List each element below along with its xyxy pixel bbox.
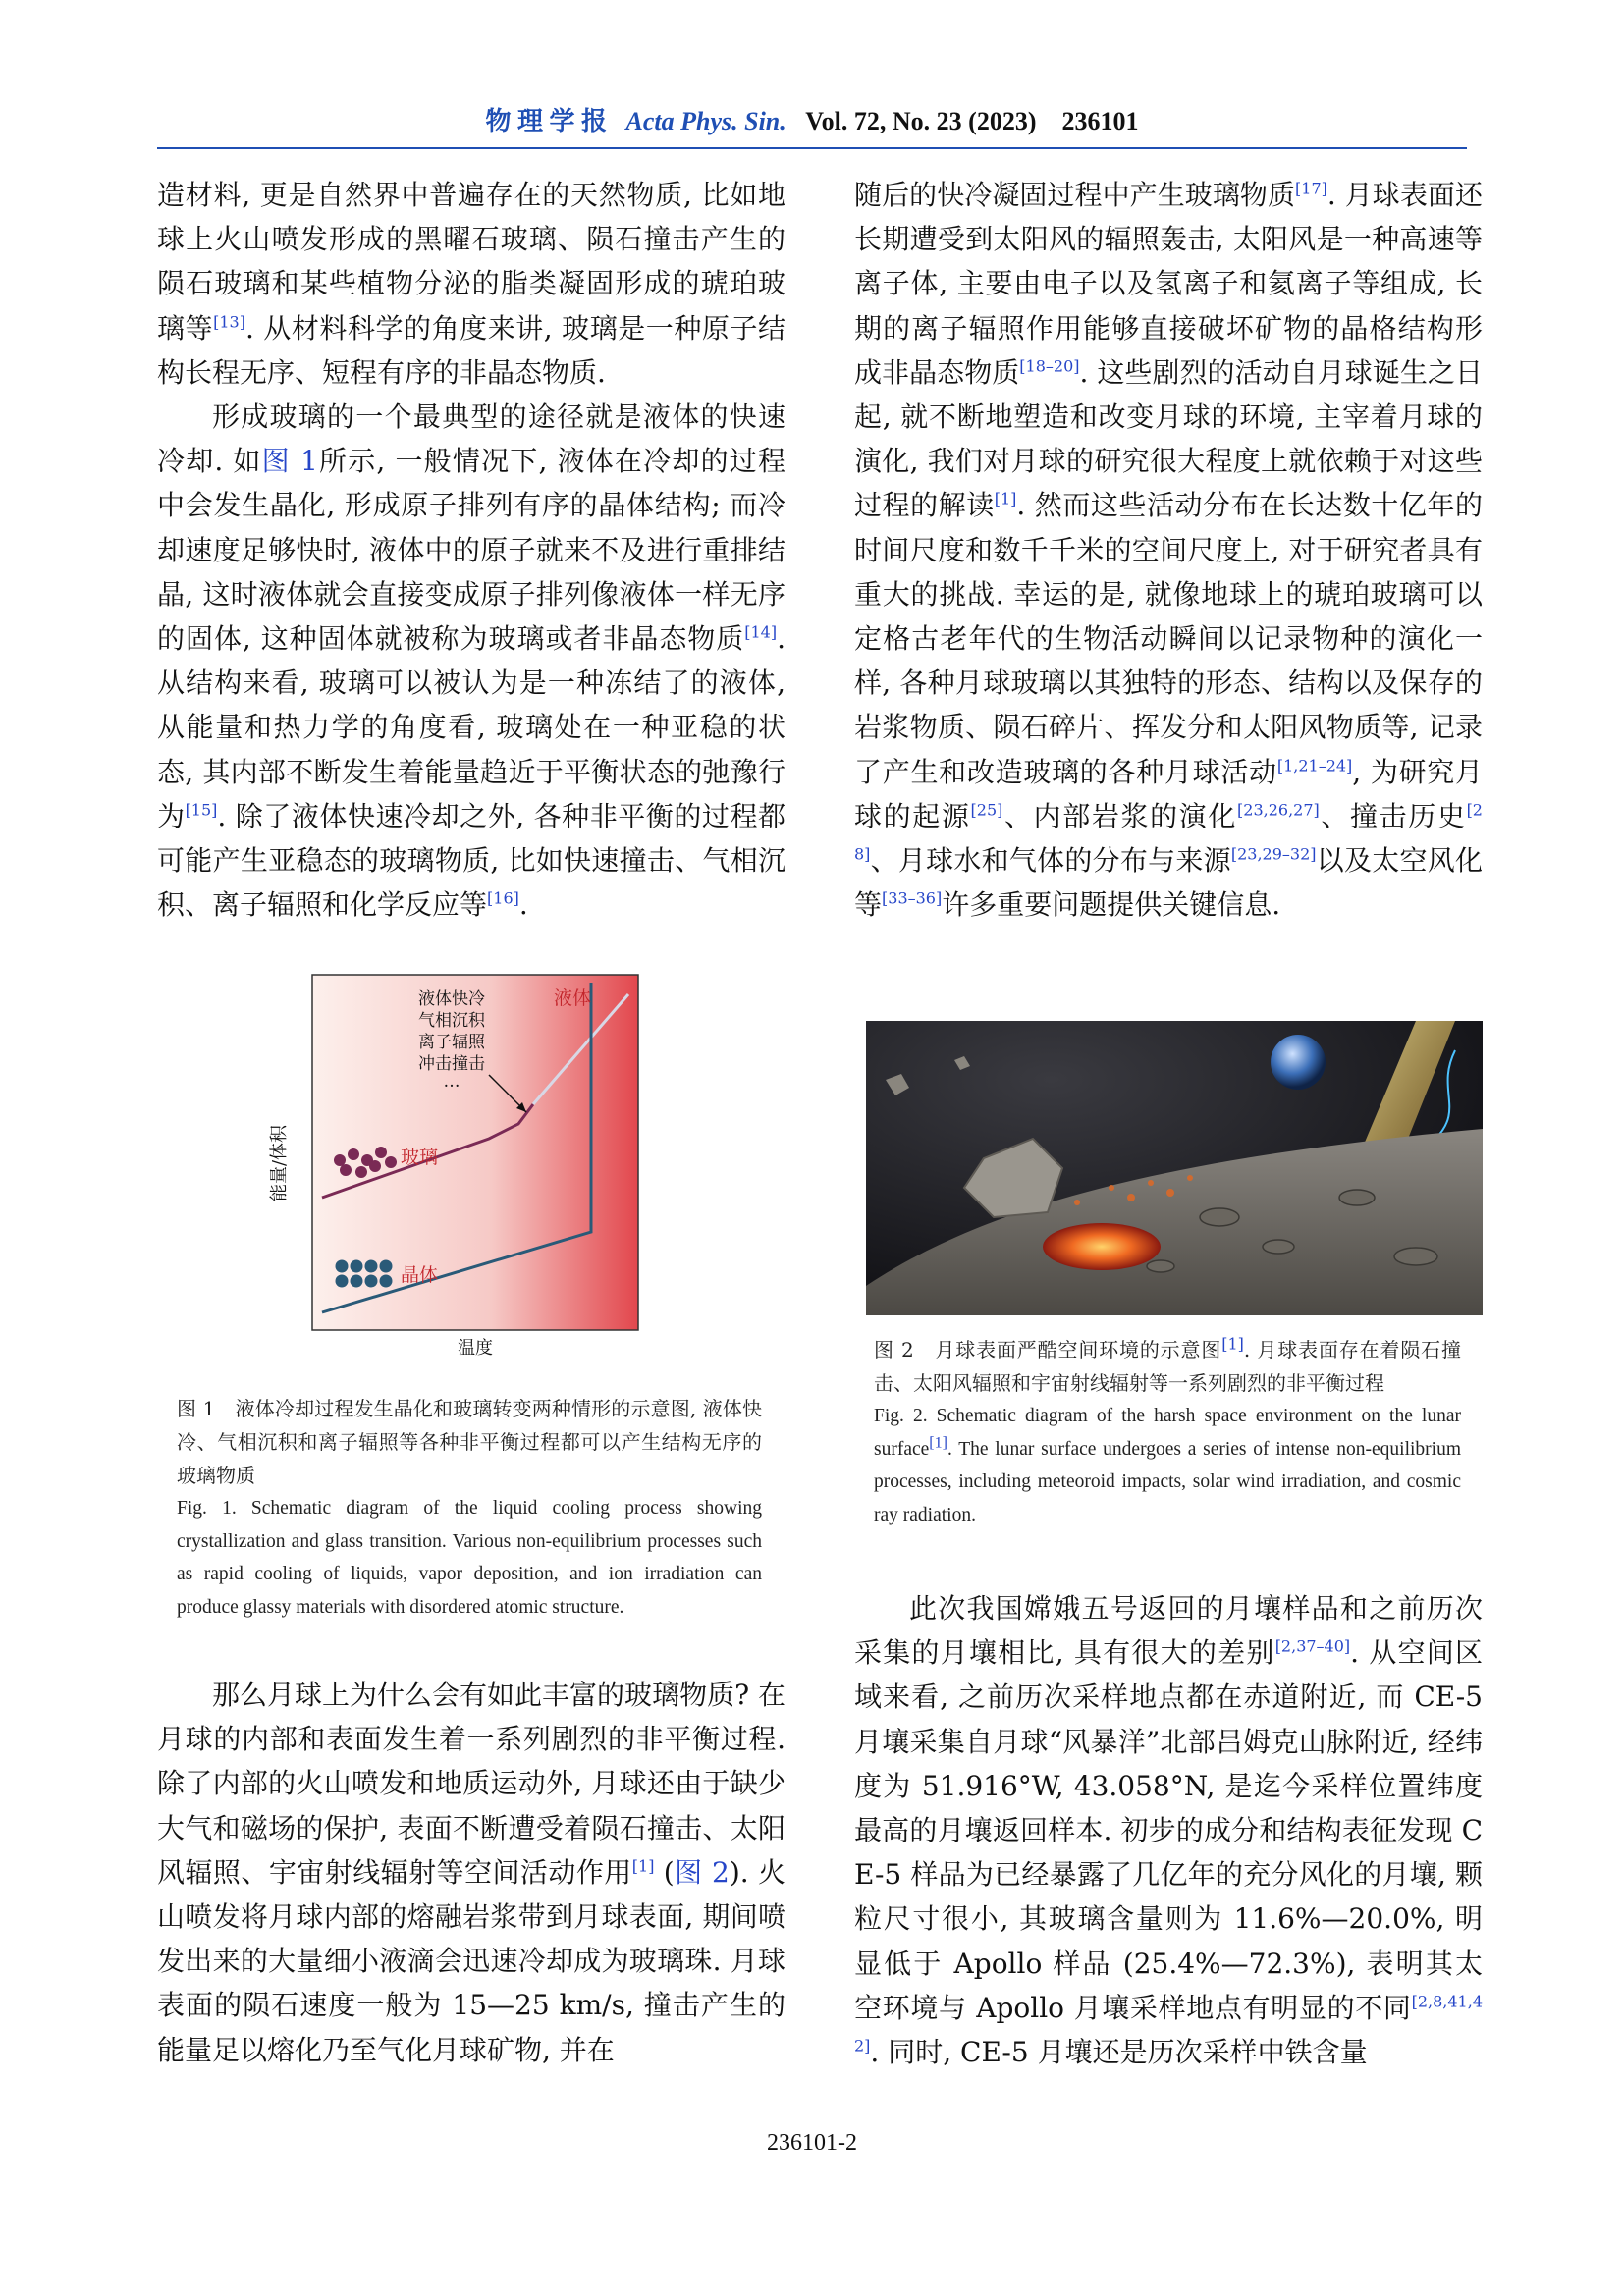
figure-2-caption-en: Fig. 2. Schematic diagram of the harsh space environment on the lunar surface[1]. The lunar surface undergoes a series of intense non-equilibrium processes, including meteoroid impacts, solar wind irradiation, and cosmic ray radiation. — [874, 1406, 1461, 1525]
figure-1-graphic — [263, 967, 774, 1360]
process-line-1: 液体快冷 — [418, 989, 485, 1009]
label-crystal: 晶体 — [401, 1264, 439, 1286]
citation[interactable]: [1] — [631, 1856, 655, 1876]
figure-1 — [263, 967, 774, 1360]
figure-1-caption-en: Fig. 1. Schematic diagram of the liquid cooling process showing crystallization and glass transition. Various non-equilibrium processes such as rapid cooling of liquids, vapor deposition, and ion irradiation can produce glassy materials with disordered atomic structure. — [177, 1498, 762, 1618]
citation[interactable]: [33–36] — [882, 888, 943, 908]
figure-2-illustration — [866, 1021, 1483, 1315]
citation[interactable]: [1] — [1221, 1334, 1244, 1354]
left-column-bottom — [157, 1673, 785, 2072]
citation[interactable]: [28] — [854, 800, 1483, 864]
figure-2-link[interactable]: 图 2 — [674, 1855, 730, 1889]
left-paragraph-3: 那么月球上为什么会有如此丰富的玻璃物质? 在月球的内部和表面发生着一系列剧烈的非平衡过程. 除了内部的火山喷发和地质运动外, 月球还由于缺少大气和磁场的保护, 表面不断遭受着陨石撞击、太阳风辐照、宇宙射线辐射等空间活动作用[1] (图 2). 火山喷发将月球内部的熔融岩浆带到月球表面, 期间喷发出来的大量细小液滴会迅速冷却成为玻璃珠. 月球表面的陨石速度一般为 15—25 km/s, 撞击产生的能量足以熔化乃至气化月球矿物, 并在 — [157, 1679, 785, 2066]
journal-abbr: Acta Phys. Sin. — [625, 107, 786, 135]
right-column-bottom — [854, 1586, 1483, 2074]
figure-1-xlabel: 温度 — [458, 1338, 493, 1359]
citation[interactable]: [25] — [970, 800, 1003, 820]
citation[interactable]: [2,37–40] — [1274, 1636, 1351, 1656]
citation[interactable]: [18–20] — [1019, 356, 1080, 376]
left-paragraph-1: 造材料, 更是自然界中普遍存在的天然物质, 比如地球上火山喷发形成的黑曜石玻璃、陨石撞击产生的陨石玻璃和某些植物分泌的脂类凝固形成的琥珀玻璃等[13]. 从材料科学的角度来讲, 玻璃是一种原子结构长程无序、短程有序的非晶态物质. — [157, 179, 785, 389]
header-rule — [157, 147, 1467, 149]
process-line-2: 气相沉积 — [418, 1011, 485, 1031]
label-liquid: 液体 — [554, 988, 592, 1009]
article-number: 236101 — [1061, 107, 1139, 135]
citation[interactable]: [14] — [744, 622, 778, 642]
journal-name-cn: 物 理 学 报 — [485, 107, 608, 135]
left-column-top — [157, 173, 785, 927]
citation[interactable]: [16] — [487, 888, 519, 908]
process-line-3: 离子辐照 — [418, 1033, 485, 1052]
process-line-4: 冲击撞击 — [418, 1054, 485, 1074]
right-column-top — [854, 173, 1483, 927]
label-glass: 玻璃 — [401, 1147, 439, 1168]
right-paragraph-2: 此次我国嫦娥五号返回的月壤样品和之前历次采集的月壤相比, 具有很大的差别[2,37–40]. 从空间区域来看, 之前历次采样地点都在赤道附近, 而 CE-5 月壤采集自月球“风暴洋”北部吕姆克山脉附近, 经纬度为 51.916°W, 43.058°N, 是迄今采样位置纬度最高的月壤返回样本. 初步的成分和结构表征发现 CE-5 样品为已经暴露了几亿年的充分风化的月壤, 颗粒尺寸很小, 其玻璃含量则为 11.6%—20.0%, 明显低于 Apollo 样品 (25.4%—72.3%), 表明其太空环境与 Apollo 月壤采样地点有明显的不同[2,8,41,42]. 同时, CE-5 月壤还是历次采样中铁含量 — [854, 1592, 1483, 2069]
figure-2 — [866, 1021, 1483, 1315]
citation[interactable]: [17] — [1295, 179, 1327, 198]
figure-1-link[interactable]: 图 1 — [261, 445, 318, 478]
impact-melt-icon — [1043, 1223, 1161, 1270]
citation[interactable]: [1] — [929, 1434, 947, 1451]
figure-1-caption-cn: 图 1 液体冷却过程发生晶化和玻璃转变两种情形的示意图, 液体快冷、气相沉积和离子辐照等各种非平衡过程都可以产生结构无序的玻璃物质 — [177, 1397, 762, 1487]
journal-volume: Vol. 72, No. 23 (2023) — [805, 107, 1037, 135]
citation[interactable]: [23,29–32] — [1230, 844, 1317, 864]
earth-icon — [1271, 1035, 1326, 1090]
process-line-5: … — [443, 1072, 460, 1092]
figure-1-caption — [177, 1392, 762, 1624]
figure-2-caption — [874, 1333, 1461, 1531]
page-number: 236101-2 — [767, 2130, 857, 2156]
citation[interactable]: [23,26,27] — [1237, 800, 1320, 820]
citation[interactable]: [1] — [994, 490, 1017, 509]
left-paragraph-2: 形成玻璃的一个最典型的途径就是液体的快速冷却. 如图 1所示, 一般情况下, 液体在冷却的过程中会发生晶化, 形成原子排列有序的晶体结构; 而冷却速度足够快时, 液体中的原子就来不及进行重排结晶, 这时液体就会直接变成原子排列像液体一样无序的固体, 这种固体就被称为玻璃或者非晶态物质[14]. 从结构来看, 玻璃可以被认为是一种冻结了的液体, 从能量和热力学的角度看, 玻璃处在一种亚稳的状态, 其内部不断发生着能量趋近于平衡状态的弛豫行为[15]. 除了液体快速冷却之外, 各种非平衡的过程都可能产生亚稳态的玻璃物质, 比如快速撞击、气相沉积、离子辐照和化学反应等[16]. — [157, 400, 785, 922]
journal-header — [157, 100, 1467, 143]
figure-2-caption-cn: 图 2 月球表面严酷空间环境的示意图[1]. 月球表面存在着陨石撞击、太阳风辐照和宇宙射线辐射等一系列剧烈的非平衡过程 — [874, 1334, 1461, 1395]
figure-1-ylabel: 能量/体积 — [269, 1124, 290, 1202]
citation[interactable]: [1,21–24] — [1276, 756, 1353, 775]
right-paragraph-1: 随后的快冷凝固过程中产生玻璃物质[17]. 月球表面还长期遭受到太阳风的辐照轰击, 太阳风是一种高速等离子体, 主要由电子以及氢离子和氦离子等组成, 长期的离子辐照作用能够直接破坏矿物的晶格结构形成非晶态物质[18–20]. 这些剧烈的活动自月球诞生之日起, 就不断地塑造和改变月球的环境, 主宰着月球的演化, 我们对月球的研究很大程度上就依赖于对这些过程的解读[1]. 然而这些活动分布在长达数十亿年的时间尺度和数千千米的空间尺度上, 对于研究者具有重大的挑战. 幸运的是, 就像地球上的琥珀玻璃可以定格古老年代的生物活动瞬间以记录物种的演化一样, 各种月球玻璃以其独特的形态、结构以及保存的岩浆物质、陨石碎片、挥发分和太阳风物质等, 记录了产生和改造玻璃的各种月球活动[1,21–24], 为研究月球的起源[25]、内部岩浆的演化[23,26,27]、撞击历史[28]、月球水和气体的分布与来源[23,29–32]以及太空风化等[33–36]许多重要问题提供关键信息. — [854, 179, 1483, 922]
citation[interactable]: [2,8,41,42] — [854, 1992, 1483, 2056]
citation[interactable]: [15] — [185, 800, 218, 820]
citation[interactable]: [13] — [213, 312, 245, 332]
